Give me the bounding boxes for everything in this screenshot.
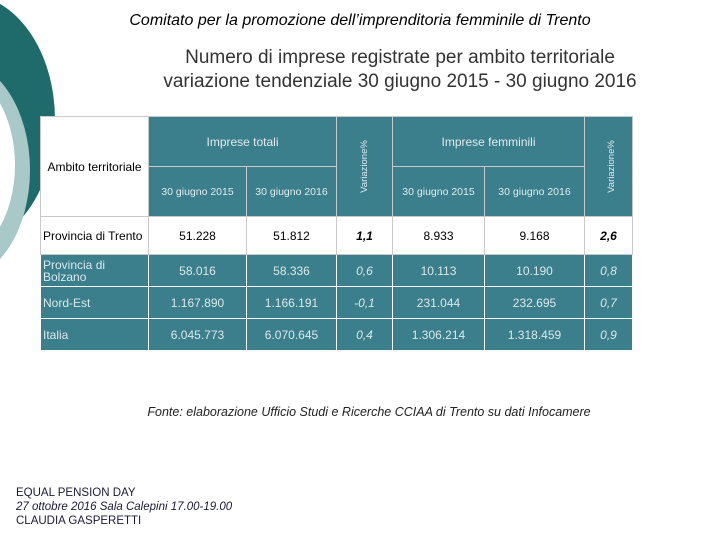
header-femminili-2016: 30 giugno 2016: [485, 167, 585, 217]
cell-femminili-2015: 10.113: [393, 255, 485, 287]
cell-femminili-2016: 10.190: [485, 255, 585, 287]
table-row: [41, 319, 633, 351]
cell-totali-variazione: 1,1: [337, 217, 393, 255]
footer-event: EQUAL PENSION DAY: [16, 487, 136, 499]
cell-totali-2015: 51.228: [149, 217, 247, 255]
footer-author: CLAUDIA GASPERETTI: [16, 515, 142, 527]
table-row: [41, 255, 633, 287]
title-line-2: variazione tendenziale 30 giugno 2015 - 30 giugno 2016: [163, 71, 637, 92]
cell-femminili-2016: 1.318.459: [485, 319, 585, 351]
header-totali-2015: 30 giugno 2015: [149, 167, 247, 217]
table-row: [41, 287, 633, 319]
slide-header: Comitato per la promozione dell’imprenditoria femminile di Trento: [129, 12, 591, 29]
cell-totali-2015: 1.167.890: [149, 287, 247, 319]
title-line-1: Numero di imprese registrate per ambito territoriale: [185, 47, 615, 68]
cell-femminili-variazione: 2,6: [585, 217, 633, 255]
table-row: [41, 217, 633, 255]
cell-totali-variazione: -0,1: [337, 287, 393, 319]
cell-femminili-2016: 232.695: [485, 287, 585, 319]
cell-femminili-variazione: 0,7: [585, 287, 633, 319]
header-variazione-totali: Variazione%: [337, 117, 393, 217]
cell-femminili-2015: 8.933: [393, 217, 485, 255]
imprese-table: [40, 116, 633, 351]
cell-femminili-2015: 231.044: [393, 287, 485, 319]
header-imprese-totali: Imprese totali: [149, 117, 337, 167]
footer: [16, 486, 232, 528]
cell-femminili-variazione: 0,9: [585, 319, 633, 351]
cell-totali-variazione: 0,6: [337, 255, 393, 287]
cell-femminili-2016: 9.168: [485, 217, 585, 255]
cell-totali-2016: 51.812: [247, 217, 337, 255]
header-variazione-femminili: Variazione%: [585, 117, 633, 217]
cell-totali-2016: 6.070.645: [247, 319, 337, 351]
cell-totali-2015: 6.045.773: [149, 319, 247, 351]
header-femminili-2015: 30 giugno 2015: [393, 167, 485, 217]
header-imprese-femminili: Imprese femminili: [393, 117, 585, 167]
header-totali-2016: 30 giugno 2016: [247, 167, 337, 217]
row-ambito: Provincia di Bolzano: [41, 255, 149, 287]
cell-totali-variazione: 0,4: [337, 319, 393, 351]
slide-title: [120, 46, 680, 94]
row-ambito: Nord-Est: [41, 287, 149, 319]
source-note: Fonte: elaborazione Ufficio Studi e Ricerche CCIAA di Trento su dati Infocamere: [147, 405, 591, 419]
header-ambito: Ambito territoriale: [41, 117, 149, 217]
footer-date-location: 27 ottobre 2016 Sala Calepini 17.00-19.00: [16, 501, 233, 513]
row-ambito: Provincia di Trento: [41, 217, 149, 255]
cell-totali-2016: 1.166.191: [247, 287, 337, 319]
cell-totali-2015: 58.016: [149, 255, 247, 287]
cell-totali-2016: 58.336: [247, 255, 337, 287]
row-ambito: Italia: [41, 319, 149, 351]
cell-femminili-2015: 1.306.214: [393, 319, 485, 351]
cell-femminili-variazione: 0,8: [585, 255, 633, 287]
